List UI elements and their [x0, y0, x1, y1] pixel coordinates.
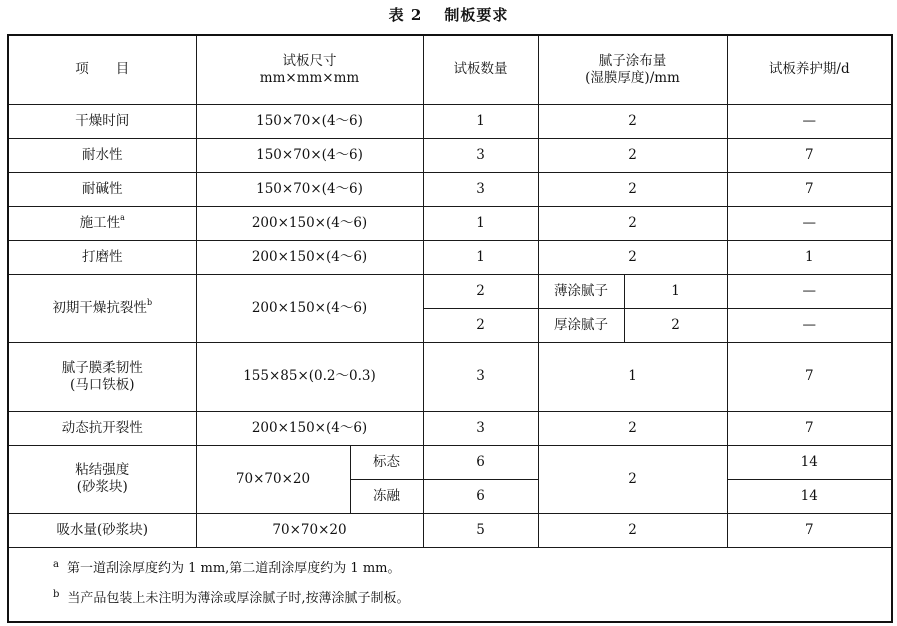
table-title	[0, 4, 897, 25]
footnote-ref-b: b	[146, 297, 153, 307]
row-item-text: 初期干燥抗裂性	[52, 299, 147, 316]
table-row	[8, 274, 892, 308]
footnote-a-text: 第一道刮涂厚度约为 1 mm,第二道刮涂厚度约为 1 mm。	[66, 561, 401, 577]
table-number: 表 2	[388, 6, 423, 24]
row-size: 70×70×20	[196, 445, 350, 513]
header-putty	[538, 35, 727, 104]
header-count: 试板数量	[423, 35, 538, 104]
row-count: 3	[423, 411, 538, 445]
row-putty: 2	[538, 172, 727, 206]
table-row	[8, 104, 892, 138]
row-cure: 7	[727, 172, 892, 206]
header-size	[196, 35, 423, 104]
row-cure: —	[727, 104, 892, 138]
header-putty-title: 腻子涂布量	[598, 52, 667, 69]
row-cure: —	[727, 308, 892, 342]
row-count: 6	[423, 445, 538, 479]
table-row	[8, 138, 892, 172]
header-item: 项 目	[8, 35, 196, 104]
footnote-b-mark: b	[53, 589, 60, 601]
row-cure: 7	[727, 513, 892, 547]
row-putty: 2	[538, 138, 727, 172]
row-putty: 1	[624, 274, 727, 308]
row-putty: 1	[538, 342, 727, 411]
row-cure: —	[727, 206, 892, 240]
row-item: 吸水量(砂浆块)	[8, 513, 196, 547]
row-putty-type: 薄涂腻子	[538, 274, 624, 308]
row-putty: 2	[538, 513, 727, 547]
table-notes	[8, 547, 892, 622]
row-count: 3	[423, 138, 538, 172]
row-size: 150×70×(4～6)	[196, 138, 423, 172]
row-condition: 冻融	[350, 479, 423, 513]
table-row	[8, 342, 892, 411]
row-item-line2: (马口铁板)	[69, 376, 135, 393]
footnote-a-mark: a	[53, 559, 59, 571]
header-cure: 试板养护期/d	[727, 35, 892, 104]
row-putty: 2	[538, 411, 727, 445]
row-cure: 1	[727, 240, 892, 274]
row-size: 150×70×(4～6)	[196, 172, 423, 206]
table-caption: 制板要求	[444, 6, 509, 24]
row-size: 200×150×(4～6)	[196, 411, 423, 445]
table-row	[8, 240, 892, 274]
footnote-b-text: 当产品包装上未注明为薄涂或厚涂腻子时,按薄涂腻子制板。	[67, 591, 410, 607]
row-count: 1	[423, 240, 538, 274]
row-cure: 7	[727, 138, 892, 172]
row-count: 2	[423, 308, 538, 342]
row-cure: 7	[727, 411, 892, 445]
row-item-line1: 腻子膜柔韧性	[61, 359, 143, 376]
header-putty-unit: (湿膜厚度)/mm	[585, 69, 680, 86]
row-size: 200×150×(4～6)	[196, 240, 423, 274]
table-row	[8, 411, 892, 445]
row-count: 2	[423, 274, 538, 308]
table-row	[8, 172, 892, 206]
row-putty-type: 厚涂腻子	[538, 308, 624, 342]
row-item: 耐水性	[8, 138, 196, 172]
footnote-a	[53, 554, 891, 584]
row-putty: 2	[538, 445, 727, 513]
row-item-line2: (砂浆块)	[76, 479, 128, 495]
row-size: 200×150×(4～6)	[196, 274, 423, 342]
row-count: 1	[423, 206, 538, 240]
footnote-b	[53, 584, 891, 614]
notes-cell	[8, 547, 892, 622]
header-row	[8, 35, 892, 104]
row-size: 150×70×(4～6)	[196, 104, 423, 138]
row-item	[8, 274, 196, 342]
row-count: 3	[423, 342, 538, 411]
row-putty: 2	[538, 104, 727, 138]
row-putty: 2	[538, 206, 727, 240]
row-item	[8, 342, 196, 411]
row-putty: 2	[538, 240, 727, 274]
row-item	[8, 206, 196, 240]
row-size: 155×85×(0.2～0.3)	[196, 342, 423, 411]
row-item: 打磨性	[8, 240, 196, 274]
table-row	[8, 445, 892, 479]
row-item-text: 施工性	[79, 214, 121, 231]
header-size-title: 试板尺寸	[282, 52, 337, 69]
footnote-ref-a: a	[120, 212, 125, 222]
row-count: 6	[423, 479, 538, 513]
table-row	[8, 206, 892, 240]
row-size: 200×150×(4～6)	[196, 206, 423, 240]
row-cure: 7	[727, 342, 892, 411]
row-item	[8, 445, 196, 513]
requirements-table	[7, 34, 893, 623]
row-item: 耐碱性	[8, 172, 196, 206]
row-cure: 14	[727, 445, 892, 479]
row-item: 干燥时间	[8, 104, 196, 138]
row-condition: 标态	[350, 445, 423, 479]
row-count: 1	[423, 104, 538, 138]
header-size-unit: mm×mm×mm	[259, 69, 360, 86]
table-row	[8, 513, 892, 547]
row-count: 5	[423, 513, 538, 547]
row-item: 动态抗开裂性	[8, 411, 196, 445]
row-putty: 2	[624, 308, 727, 342]
row-cure: —	[727, 274, 892, 308]
row-cure: 14	[727, 479, 892, 513]
row-size: 70×70×20	[196, 513, 423, 547]
row-item-line1: 粘结强度	[75, 462, 130, 479]
row-count: 3	[423, 172, 538, 206]
